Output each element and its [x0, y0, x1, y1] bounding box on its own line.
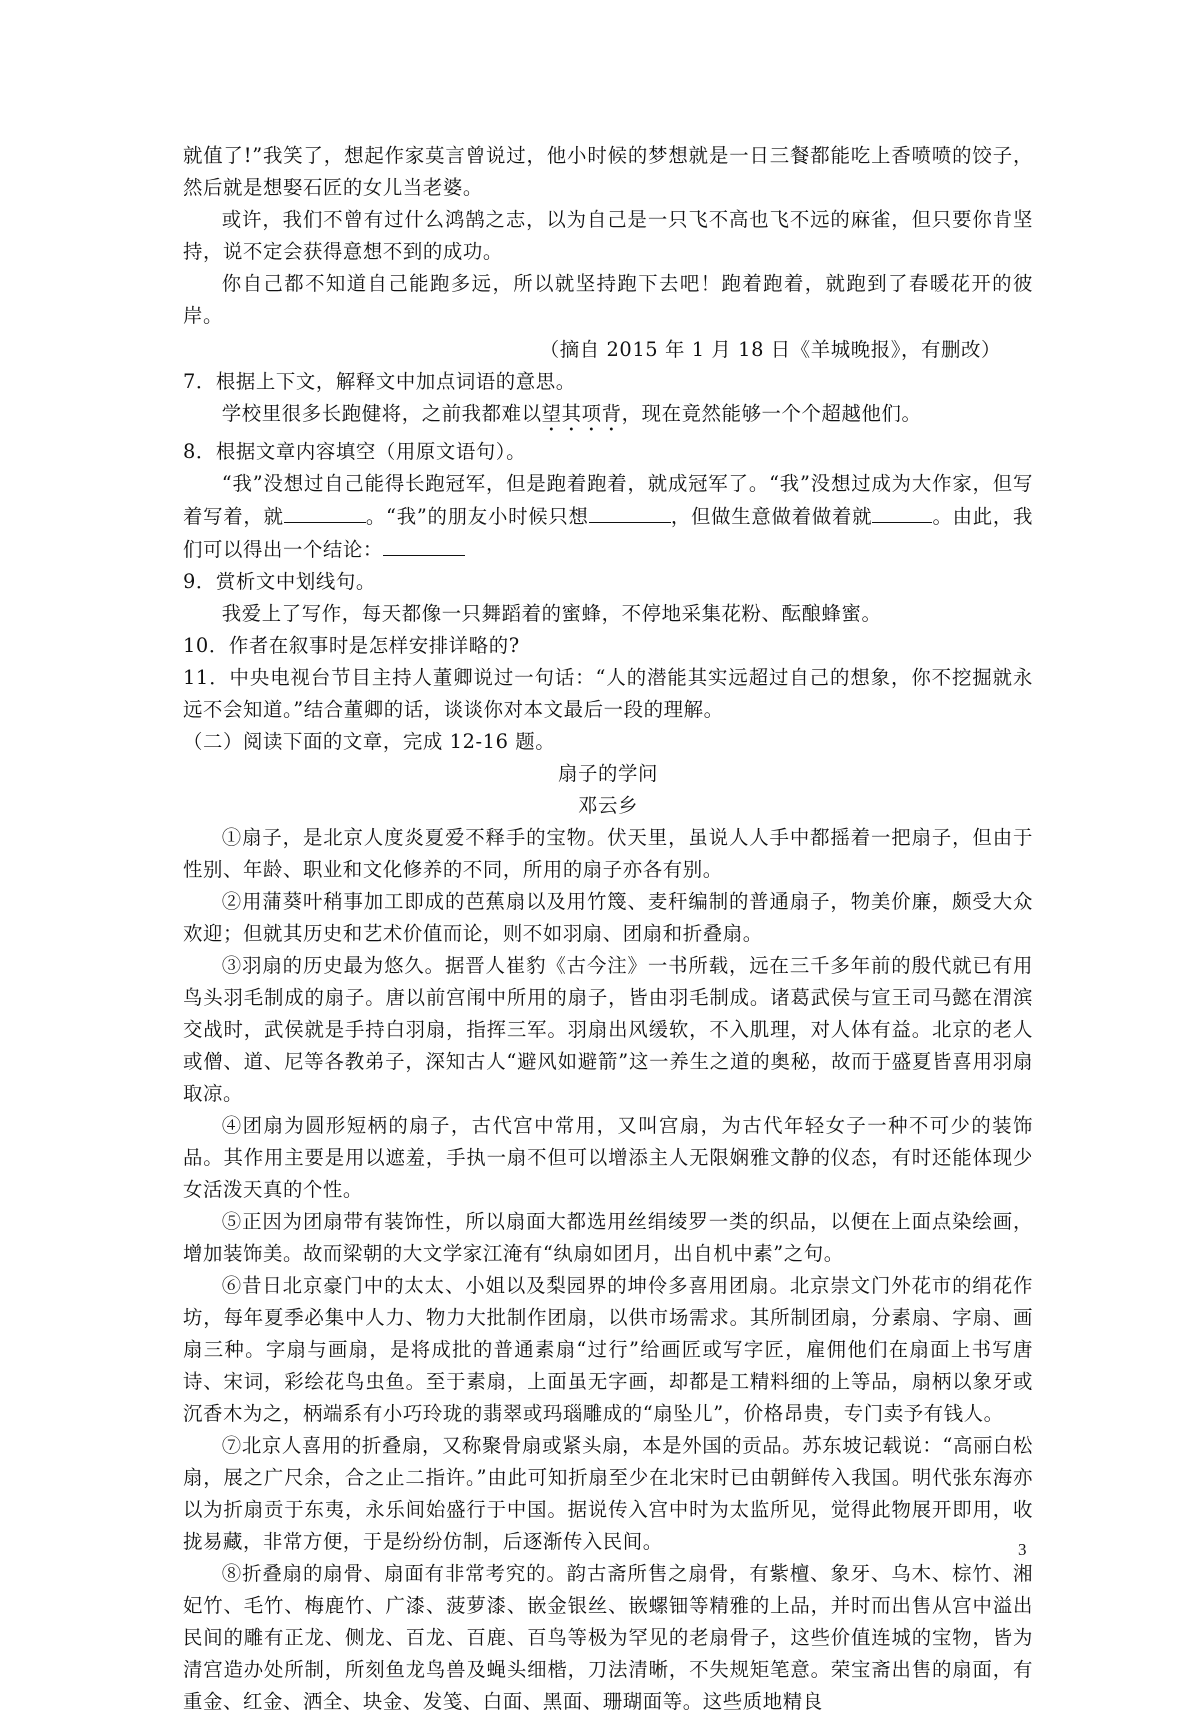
article-title: 扇子的学问: [558, 762, 658, 785]
q7-dotted-word: 望其项背: [541, 402, 622, 425]
q8-text-4: 。由此，我们可以得出一个结论：: [183, 505, 1034, 561]
page-number: 3: [1018, 1540, 1027, 1559]
question-9-title: 9．赏析文中划线句。: [183, 570, 376, 593]
q8-text-1: “我”没想过自己能得长跑冠军，但是跑着跑着，就成冠军了。“我”没想过成为大作家，但写着写着，就: [183, 472, 1033, 528]
question-7-sentence: [183, 398, 1033, 436]
answer-blank[interactable]: [589, 500, 671, 523]
section-2-heading: （二）阅读下面的文章，完成 12-16 题。: [183, 730, 556, 753]
article-author: 邓云乡: [578, 794, 638, 817]
article-paragraph-1: ①扇子，是北京人度炎夏爱不释手的宝物。伏天里，虽说人人手中都摇着一把扇子，但由于性别、年龄、职业和文化修养的不同，所用的扇子亦各有别。: [183, 826, 1033, 881]
passage-paragraph: 你自己都不知道自己能跑多远，所以就坚持跑下去吧！跑着跑着，就跑到了春暖花开的彼岸。: [183, 272, 1033, 327]
passage-paragraph: 或许，我们不曾有过什么鸿鹄之志，以为自己是一只飞不高也飞不远的麻雀，但只要你肯坚持，说不定会获得意想不到的成功。: [183, 208, 1033, 263]
question-7-title: 7．根据上下文，解释文中加点词语的意思。: [183, 370, 576, 393]
article-paragraph-3: ③羽扇的历史最为悠久。据晋人崔豹《古今注》一书所载，远在三千多年前的殷代就已有用鸟头羽毛制成的扇子。唐以前宫闱中所用的扇子，皆由羽毛制成。诸葛武侯与宣王司马懿在渭滨交战时，武侯就是手持白羽扇，指挥三军。羽扇出风缓软，不入肌理，对人体有益。北京的老人或僧、道、尼等各教弟子，深知古人“避风如避箭”这一养生之道的奥秘，故而于盛夏皆喜用羽扇取凉。: [183, 954, 1033, 1105]
article-paragraph-8: ⑧折叠扇的扇骨、扇面有非常考究的。韵古斋所售之扇骨，有紫檀、象牙、乌木、棕竹、湘妃竹、毛竹、梅鹿竹、广漆、菠萝漆、嵌金银丝、嵌螺钿等精雅的上品，并时而出售从宫中溢出民间的雕有正龙、侧龙、百龙、百鹿、百鸟等极为罕见的老扇骨子，这些价值连城的宝物，皆为清宫造办处所制，所刻鱼龙鸟兽及蝇头细楷，刀法清晰，不失规矩笔意。荣宝斋出售的扇面，有重金、红金、洒全、块金、发笺、白面、黑面、珊瑚面等。这些质地精良: [183, 1562, 1033, 1713]
q7-text-before: 学校里很多长跑健将，之前我都难以: [221, 402, 542, 425]
answer-blank[interactable]: [284, 500, 366, 523]
answer-blank[interactable]: [872, 500, 932, 523]
passage-source: （摘自 2015 年 1 月 18 日《羊城晚报》，有删改）: [539, 338, 1001, 361]
question-11: 11．中央电视台节目主持人董卿说过一句话：“人的潜能其实远超过自己的想象，你不挖掘就永远不会知道。”结合董卿的话，谈谈你对本文最后一段的理解。: [183, 666, 1033, 721]
article-paragraph-2: ②用蒲葵叶稍事加工即成的芭蕉扇以及用竹篾、麦秆编制的普通扇子，物美价廉，颇受大众欢迎；但就其历史和艺术价值而论，则不如羽扇、团扇和折叠扇。: [183, 890, 1033, 945]
article-paragraph-6: ⑥昔日北京豪门中的太太、小姐以及梨园界的坤伶多喜用团扇。北京崇文门外花市的绢花作坊，每年夏季必集中人力、物力大批制作团扇，以供市场需求。其所制团扇，分素扇、字扇、画扇三种。字扇与画扇，是将成批的普通素扇“过行”给画匠或写字匠，雇佣他们在扇面上书写唐诗、宋词，彩绘花鸟虫鱼。至于素扇，上面虽无字画，却都是工精料细的上等品，扇柄以象牙或沉香木为之，柄端系有小巧玲珑的翡翠或玛瑙雕成的“扇坠儿”，价格昂贵，专门卖予有钱人。: [183, 1274, 1033, 1425]
q8-text-3: ，但做生意做着做着就: [670, 505, 873, 528]
q7-text-after: ，现在竟然能够一个个超越他们。: [621, 402, 922, 425]
question-10: 10．作者在叙事时是怎样安排详略的?: [183, 634, 520, 657]
question-8-title: 8．根据文章内容填空（用原文语句）。: [183, 440, 527, 463]
q8-text-2: 。“我”的朋友小时候只想: [365, 505, 589, 528]
article-paragraph-7: ⑦北京人喜用的折叠扇，又称聚骨扇或紧头扇，本是外国的贡品。苏东坡记载说：“高丽白松扇，展之广尺余，合之止二指许。”由此可知折扇至少在北宋时已由朝鲜传入我国。明代张东海亦以为折扇贡于东夷，永乐间始盛行于中国。据说传入宫中时为太监所见，觉得此物展开即用，收拢易藏，非常方便，于是纷纷仿制，后逐渐传入民间。: [183, 1434, 1033, 1553]
question-8-fill-in: [183, 468, 1033, 566]
article-paragraph-4: ④团扇为圆形短柄的扇子，古代宫中常用，又叫宫扇，为古代年轻女子一种不可少的装饰品。其作用主要是用以遮羞，手执一扇不但可以增添主人无限娴雅文静的仪态，有时还能体现少女活泼天真的个性。: [183, 1114, 1033, 1201]
document-page: [183, 140, 1033, 1718]
question-9-sentence: 我爱上了写作，每天都像一只舞蹈着的蜜蜂，不停地采集花粉、酝酿蜂蜜。: [221, 602, 882, 625]
passage-paragraph: 就值了!”我笑了，想起作家莫言曾说过，他小时候的梦想就是一日三餐都能吃上香喷喷的饺子，然后就是想娶石匠的女儿当老婆。: [183, 144, 1033, 199]
article-paragraph-5: ⑤正因为团扇带有装饰性，所以扇面大都选用丝绢绫罗一类的织品，以便在上面点染绘画，增加装饰美。故而梁朝的大文学家江淹有“纨扇如团月，出自机中素”之句。: [183, 1210, 1033, 1265]
answer-blank[interactable]: [383, 533, 465, 556]
